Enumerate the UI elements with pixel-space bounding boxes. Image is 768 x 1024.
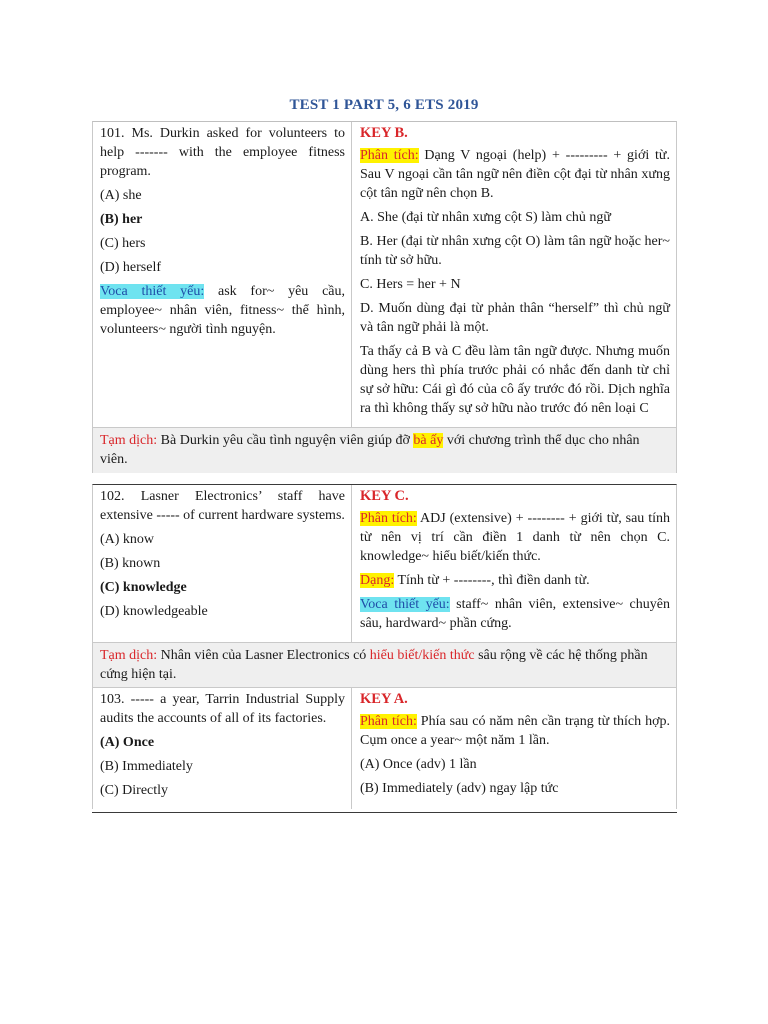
table-bottom-border [92, 812, 677, 813]
question-102-text: 102. Lasner Electronics’ staff have extensive ----- of current hardware systems. [100, 489, 345, 523]
option-d: (D) herself [100, 260, 162, 275]
translation-highlight: hiểu biết/kiến thức [369, 648, 475, 663]
translation-highlight: bà ấy [413, 433, 444, 448]
question-101-left-column [93, 122, 352, 427]
option-b-correct: (B) her [100, 212, 143, 227]
question-102-block [92, 484, 677, 688]
translation-101 [93, 427, 676, 473]
voca-102 [360, 595, 670, 633]
question-103-left-column [93, 688, 352, 809]
analysis-103 [360, 712, 670, 750]
page-title: TEST 1 PART 5, 6 ETS 2019 [289, 97, 479, 113]
explanation-c: C. Hers = her + N [360, 277, 461, 292]
option-c: (C) Directly [100, 783, 169, 798]
analysis-label: Phân tích: [360, 714, 417, 729]
analysis-text: Phía sau có năm nên cần trạng từ thích hợp. Cụm once a year~ một năm 1 lần. [360, 714, 670, 748]
explanation-a: (A) Once (adv) 1 lần [360, 757, 477, 772]
translation-102 [93, 642, 676, 688]
question-103-text: 103. ----- a year, Tarrin Industrial Supply audits the accounts of all of its factories. [100, 692, 345, 726]
option-b: (B) Immediately [100, 759, 193, 774]
option-c: (C) hers [100, 236, 146, 251]
form-102 [360, 571, 670, 590]
analysis-102 [360, 509, 670, 566]
voca-text: staff~ nhân viên, extensive~ chuyên sâu, hardward~ phần cứng. [360, 597, 670, 631]
question-101-right-column [352, 122, 676, 427]
explanation-b: B. Her (đại từ nhân xưng cột O) làm tân ngữ hoặc her~ tính từ sở hữu. [360, 234, 670, 268]
translation-post: sâu rộng về các hệ thống phần cứng hiện tại. [100, 648, 648, 682]
analysis-label: Phân tích: [360, 511, 417, 526]
answer-key: KEY A. [360, 691, 408, 707]
translation-pre: Bà Durkin yêu cầu tình nguyện viên giúp đỡ [157, 433, 414, 448]
explanation-a: A. She (đại từ nhân xưng cột S) làm chủ ngữ [360, 210, 612, 225]
option-d: (D) knowledgeable [100, 604, 208, 619]
option-a: (A) know [100, 532, 155, 547]
question-103-right-column [352, 688, 676, 809]
translation-label: Tạm dịch: [100, 433, 158, 448]
voca-text: ask for~ yêu cầu, employee~ nhân viên, fitness~ thể hình, volunteers~ người tình nguyện. [100, 284, 345, 337]
option-c-correct: (C) knowledge [100, 580, 187, 595]
question-101-block [92, 121, 677, 473]
option-b: (B) known [100, 556, 161, 571]
question-103-block [92, 687, 677, 809]
translation-post: với chương trình thể dục cho nhân viên. [100, 433, 640, 467]
translation-label: Tạm dịch: [100, 648, 158, 663]
analysis-text: ADJ (extensive) + -------- + giới từ, sau tính từ nên vị trí cần điền 1 danh từ nên chọn C. knowledge~ hiểu biết/kiến thức. [360, 511, 671, 564]
translation-pre: Nhân viên của Lasner Electronics có [157, 648, 370, 663]
analysis-label: Phân tích: [360, 148, 419, 163]
option-a: (A) she [100, 188, 142, 203]
option-a-correct: (A) Once [100, 735, 155, 750]
analysis-text: Dạng V ngoại (help) + --------- + giới từ. Sau V ngoại cần tân ngữ nên điền cột đại từ nhân xưng cột tân ngữ nên chọn B. [360, 148, 670, 201]
explanation-b: (B) Immediately (adv) ngay lập tức [360, 781, 559, 796]
question-101-text: 101. Ms. Durkin asked for volunteers to help ------- with the employee fitness program. [100, 126, 345, 179]
voca-label: Voca thiết yếu: [100, 284, 205, 299]
explanation-summary: Ta thấy cả B và C đều làm tân ngữ được. Nhưng muốn dùng hers thì phía trước phải có nhắc đến danh từ chỉ sự sở hữu: Cái gì đó của cô ấy trước đó rồi. Dịch nghĩa ra thì không thấy sự sở hữu nào trước đó nên loại C [360, 344, 670, 416]
question-102-left-column [93, 485, 352, 642]
voca-label: Voca thiết yếu: [360, 597, 450, 612]
form-label: Dạng: [360, 573, 395, 588]
form-text: Tính từ + --------, thì điền danh từ. [394, 573, 590, 588]
explanation-d: D. Muốn dùng đại từ phản thân “herself” thì chủ ngữ và tân ngữ phải là một. [360, 301, 670, 335]
question-102-right-column [352, 485, 676, 642]
answer-key: KEY C. [360, 488, 409, 504]
answer-key: KEY B. [360, 125, 408, 141]
voca-101 [100, 282, 345, 339]
analysis-101 [360, 146, 670, 203]
